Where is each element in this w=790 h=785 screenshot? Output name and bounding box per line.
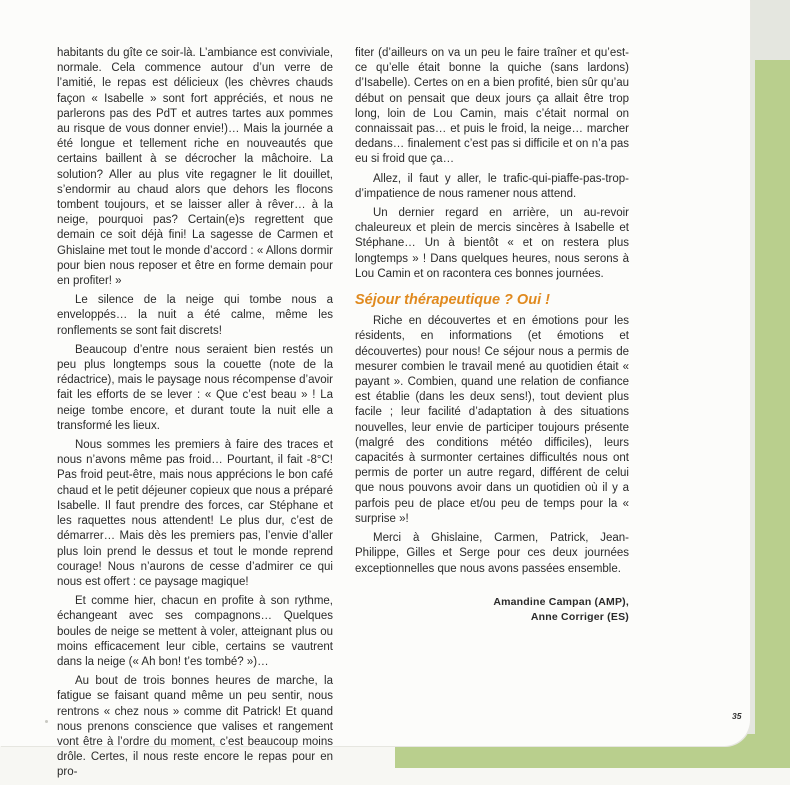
paragraph: fiter (d’ailleurs on va un peu le faire traîner et qu’est-ce qu’elle était bonne la quiche (sans lardons) d’Isabelle). Certes on en a bien profité, bien sûr qu’au début on pensait que deux jours ça allait être trop long, loin de Lou Camin, mais c’était normal on connaissait pas… et puis le froid, la neige… marcher dedans… finalement c’est pas si difficile et on n’a pas eu si froid que ça… bbox=[355, 47, 629, 166]
page-number: 35 bbox=[732, 711, 742, 721]
paragraph: Allez, il faut y aller, le trafic-qui-piaffe-pas-trop-d’impatience de nous ramener nous attend. bbox=[355, 172, 629, 200]
left-column bbox=[57, 46, 333, 785]
paragraph: Beaucoup d’entre nous seraient bien restés un peu plus longtemps sous la couette (note de la rédactrice), mais le paysage nous récompense d’avoir fait les efforts de se lever : « Que c’est beau » ! La neige tombe encore, et durant toute la nuit elle a transformé les lieux. bbox=[57, 343, 333, 432]
right-column bbox=[355, 46, 629, 625]
paragraph: Merci à Ghislaine, Carmen, Patrick, Jean-Philippe, Gilles et Serge pour ces deux journées exceptionnelles que nous avons passées ensemble. bbox=[355, 532, 629, 575]
paragraph: Riche en découvertes et en émotions pour les résidents, en informations (et émotions et découvertes) pour nous! Ce séjour nous a permis de mesurer combien le travail mené au quotidien était « payant ». Combien, quand une relation de confiance est établie (dans les deux sens!), tout devient plus facile ; leur facilité d’adaptation à des situations nouvelles, leur envie de participer toujours présente (malgré des conditions météo difficiles), leurs capacités à surmonter certaines difficultés nous ont permis de porter un autre regard, différent de celui que nous pouvons avoir dans un quotidien où il y a parfois peu de place et/ou peu de temps pour la « surprise »! bbox=[355, 315, 629, 525]
author-line: Amandine Campan (AMP), bbox=[493, 595, 629, 608]
green-side-band bbox=[755, 60, 790, 768]
section-heading: Séjour thérapeutique ? Oui ! bbox=[355, 292, 550, 309]
paragraph: Le silence de la neige qui tombe nous a enveloppés… la nuit a été calme, même les ronflements se sont fait discrets! bbox=[57, 294, 333, 337]
paragraph: habitants du gîte ce soir-là. L’ambiance est conviviale, normale. Cela commence autour d’un verre de l’amitié, le repas est délicieux (les chèvres chauds façon « Isabelle » sont fort appréciés, et nous ne parlerons pas des PdT et autres tartes aux pommes au risque de vous donner envie!)… Mais la journée a été longue et tellement riche en nouveautés que certains baillent à se décrocher la mâchoire. La solution? Aller au plus vite regagner le lit douillet, s’endormir au chaud alors que dehors les flocons tombent toujours, et se laisser aller à rêver… à la neige, pourquoi pas? Certain(e)s regrettent que demain ce soit déjà fini! La sagesse de Carmen et Ghislaine met tout le monde d’accord : « Allons dormir pour bien nous reposer et être en forme demain pour en profiter! » bbox=[57, 47, 333, 288]
author-line: Anne Corriger (ES) bbox=[530, 610, 629, 623]
decorative-dot bbox=[45, 720, 48, 723]
author-signature bbox=[355, 595, 629, 625]
paragraph: Nous sommes les premiers à faire des traces et nous n’avons même pas froid… Pourtant, il fait -8°C! Pas froid peut-être, mais nous apprécions le bon café chaud et le petit déjeuner copieux que nous a préparé Isabelle. Il faut prendre des forces, car Stéphane et les raquettes nous attendent! Le plus dur, c’est de démarrer… Mais dès les premiers pas, l’envie d’aller plus loin prend le dessus et tout le monde reprend courage! Nous n’aurons de cesse d’admirer ce qui nous est offert : ce paysage magique! bbox=[57, 439, 333, 588]
paragraph: Et comme hier, chacun en profite à son rythme, échangeant avec ses compagnons… Quelques boules de neige se mettent à voler, atteignant plus ou moins efficacement leur cible, certains se vautrent dans la neige (« Ah bon! t’es tombé? »)… bbox=[57, 595, 333, 668]
paragraph: Au bout de trois bonnes heures de marche, la fatigue se faisant quand même un peu sentir, nous rentrons « chez nous » comme dit Patrick! Et quand nous prenons conscience que valises et rangement vont être à l’ordre du moment, c’est beaucoup moins drôle. Certes, il nous reste encore le repas pour en pro- bbox=[57, 675, 333, 779]
paragraph: Un dernier regard en arrière, un au-revoir chaleureux et plein de mercis sincères à Isabelle et Stéphane… Un à bientôt « et on restera plus longtemps » ! Dans quelques heures, nous serons à Lou Camin et on racontera ces bonnes journées. bbox=[355, 207, 629, 280]
